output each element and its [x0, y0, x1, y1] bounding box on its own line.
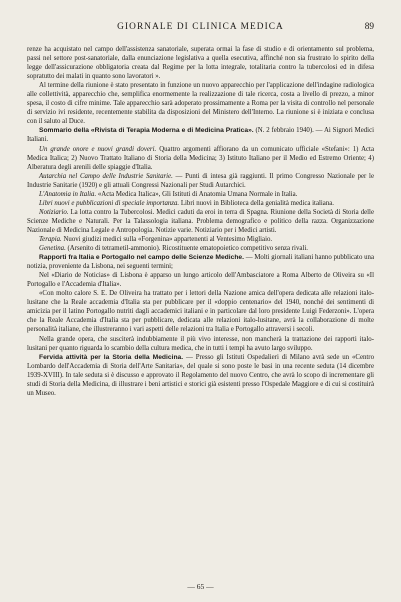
- page-number: 89: [364, 22, 374, 32]
- paragraph: L'Anatomia in Italia. «Acta Medica Italica», Gli Istituti di Anatomia Umana Normale in Italia.: [39, 190, 298, 198]
- paragraph: «Con molto calore S. E. De Oliveira ha trattato per i lettori della Nazione amica dell'opera dedicata alle relazioni italo-lusitane che la Reale accademia d'Italia sta per pubblicare per il «doppio centenario» del 1940, nonché dei sentimenti di amicizia per il latino Portogallo nutriti dagli accademici italiani e in particolare dal loro presidente Luigi Federzoni». L'opera che la Reale Accademia d'Italia sta per pubblicare, dedicata alle relazioni italo-lusitane, avrà la collaborazione di molte personalità italiane, che illustreranno i vari aspetti delle relazioni tra Italia e Portogallo attraversi i secoli.: [27, 290, 374, 334]
- paragraph: Genetina. (Arsenito di tetrametil-ammonio). Ricostituente ematopoietico competitivo senza rivali.: [39, 245, 308, 253]
- item-title: Notiziario.: [39, 208, 69, 216]
- page-footer: [0, 582, 401, 591]
- item-title: Autarchia nel Campo delle Industrie Sanitarie.: [39, 172, 173, 180]
- article-body: [27, 45, 374, 398]
- paragraph: Nel «Diario de Noticias» di Lisbona è apparso un lungo articolo dell'Ambasciatore a Roma Alberto de Oliveira su «Il Portogallo e l'Accademia d'Italia».: [27, 272, 374, 289]
- item-title: Terapia.: [39, 235, 62, 243]
- item-title: L'Anatomia in Italia.: [39, 190, 97, 198]
- running-header: [27, 22, 374, 38]
- item-title: Libri nuovi e pubblicazioni di speciale importanza.: [39, 199, 180, 207]
- paragraph: Rapporti fra Italia e Portogallo nel campo delle Scienze Mediche. — Molti giornali italiani hanno pubblicato una notizia, proveniente da Lisbona, nei seguenti termini;: [27, 254, 374, 271]
- page-marker: — 65 —: [187, 582, 214, 591]
- paragraph: Un grande onore e nuovi grandi doveri. Quattro argomenti affiorano da un comunicato ufficiale «Stefani»: 1) Acta Medica Italica; 2) Nuovo Trattato Italiano di Storia della Medicina; 3) Istituto Italiano per il Medio ed Estremo Oriente; 4) Alberatura degli arenili delle spiaggie d'Italia.: [27, 145, 374, 171]
- paragraph: Libri nuovi e pubblicazioni di speciale importanza. Libri nuovi in Biblioteca della genialità medica italiana.: [39, 199, 334, 207]
- paragraph: Notiziario. La lotta contro la Tubercolosi. Medici caduti da eroi in terra di Spagna. Riunione della Società di Storia delle Scienze Mediche e Naturali. Per la Talassologia italiana. Problema demografico e politico della razza. Organizzazione Nazionale di Medicina Legale e Antropologia. Notizie varie. Notiziario per i Medici artisti.: [27, 208, 374, 234]
- journal-title: GIORNALE DI CLINICA MEDICA: [117, 22, 284, 32]
- paragraph: Al termine della riunione è stato presentato in funzione un nuovo apparecchio per l'applicazione dell'indagine radiologica alle collettività, apparecchio che, semplifica enormemente la realizzazione di tale ricerca, costa a livello di prezzo, a minor spesa, il costo di cifre minime. Tale apparecchio sarà adoperato prossimamente a Roma per la visita di controllo nel personale di servizio ivi residente, recentemente stabilita da disposizioni del Ministero dell'Interno. La riunione si è iniziata e conclusa con il saluto al Duce.: [27, 82, 374, 126]
- section-heading: Sommario della «Rivista di Terapia Moderna e di Medicina Pratica».: [39, 127, 254, 135]
- paragraph: Fervida attività per la Storia della Medicina. — Presso gli Istituti Ospedalieri di Milano avrà sede un «Centro Lombardo dell'Accademia di Storia dell'Arte Sanitaria», del quale si sono poste le basi in una recente seduta (14 dicembre 1939-XVIII). In tale seduta si è discusso e approvato il Regolamento del nuovo Centro, che avrà lo scopo di incrementare gli studi di Storia della Medicina, di illustrare i beni artistici e storici già esistenti presso l'Ospedale Maggiore e di cui si costituirà un Museo.: [27, 353, 375, 397]
- paragraph: Terapia. Nuovi giudizi medici sulla «Forgenina» appartenenti al Ventesimo Migliaio.: [39, 235, 273, 243]
- item-title: Genetina.: [39, 245, 66, 253]
- paragraph: renze ha acquistato nel campo dell'assistenza sanatoriale, superata ormai la fase di studio e di orientamento sul problema, passi nel settore post-sanatoriale, dalla enunciazione legislativa a quella esecutiva, affinché non sia frustrato lo spirito della legge dell'assicurazione obbligatoria creata dal Regime per la lotta integrale, totalitaria contro la tubercolosi ed in difesa sopratutto dei malati in quanto sono lavoratori ».: [27, 46, 374, 81]
- paragraph: Sommario della «Rivista di Terapia Moderna e di Medicina Pratica». (N. 2 febbraio 1940). — Ai Signori Medici Italiani.: [27, 127, 375, 144]
- paragraph: Nella grande opera, che susciterà indubbiamente il più vivo interesse, non mancherà la trattazione dei rapporti italo-lusitani per quanto riguarda lo scambio della cultura medica, che in tutti i tempi ha avuto largo sviluppo.: [27, 335, 374, 352]
- section-heading: Rapporti fra Italia e Portogallo nel campo delle Scienze Mediche.: [39, 254, 244, 262]
- item-title: Un grande onore e nuovi grandi doveri.: [39, 145, 157, 153]
- section-heading: Fervida attività per la Storia della Medicina.: [39, 353, 184, 361]
- paragraph: Autarchia nel Campo delle Industrie Sanitarie. — Punti di intesa già raggiunti. Il primo Congresso Nazionale per le Industrie Sanitarie (1920) e gli attuali Congressi Nazionali per Studi Autarchici.: [27, 172, 374, 189]
